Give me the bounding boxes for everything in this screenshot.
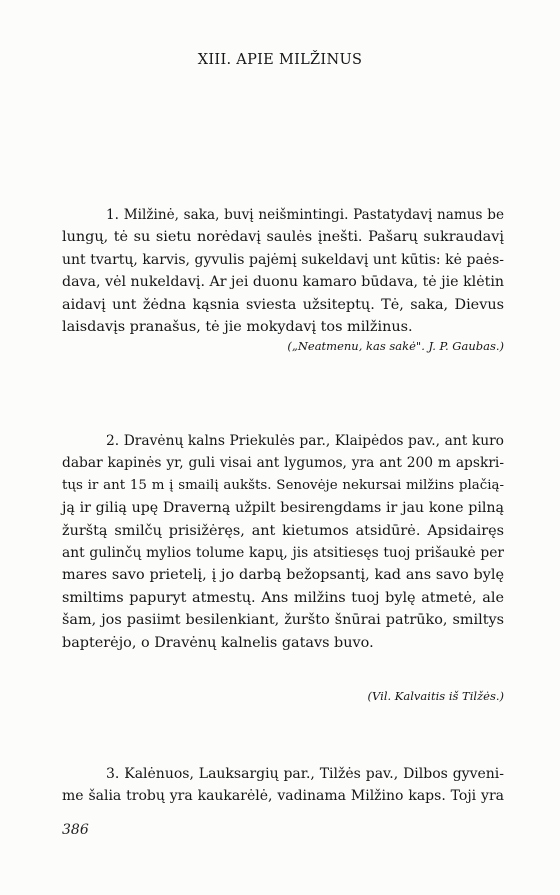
paragraph-line: dava, vėl nukeldavį. Ar jei duonu kamaro būdava, tė jie klėtin [62,274,504,291]
paragraph-line: aidavį unt žėdna kąsnia sviesta užsiteptų. Tė, saka, Dievus [62,296,504,313]
paragraph-line: me šalia trobų yra kaukarėlė, vadinama Milžino kaps. Toji yra [62,788,504,805]
paragraph-line: žurštą smilčų prisižėręs, ant kietumos atsidūrė. Apsidairęs [62,522,504,539]
paragraph-line: bapterėjo, o Dravėnų kalnelis gatavs buvo. [62,634,374,651]
source-note: (Vil. Kalvaitis iš Tilžės.) [367,689,504,703]
paragraph-2 [62,430,504,654]
paragraph-line: 1. Milžinė, saka, buvį neišmintingi. Pastatydavį namus be [106,207,504,223]
paragraph-line: smiltims papuryt atmestų. Ans milžins tuoj bylę atmetė, ale [62,589,504,606]
paragraph-line: ją ir gilią upę Draverną užpilt besirengdams ir jau kone pilną [62,500,504,517]
paragraph-line: lungų, tė su sietu norėdavį saulės įnešti. Pašarų sukraudavį [62,229,504,246]
page-number: 386 [62,822,89,838]
paragraph-line: mares savo prietelį, į jo darbą bežopsantį, kad ans savo bylę [62,567,504,584]
paragraph-line: tųs ir ant 15 m į smailį aukšts. Senovėje nekursai milžins plačią- [62,477,504,493]
source-note: („Neatmenu, kas sakė". J. P. Gaubas.) [287,339,504,353]
paragraph-1 [62,204,504,338]
chapter-title: XIII. APIE MILŽINUS [197,52,363,68]
paragraph-line: dabar kapinės yr, guli visai ant lygumos, yra ant 200 m apskri- [62,455,504,472]
paragraph-line: ant gulinčų mylios tolume kapų, jis atsitiesęs tuoj prišaukė per [62,545,504,562]
paragraph-line: 2. Dravėnų kalns Priekulės par., Klaipėdos pav., ant kuro [106,433,504,449]
paragraph-line: 3. Kalėnuos, Lauksargių par., Tilžės pav., Dilbos gyveni- [106,766,504,782]
paragraph-line: laisdavįs pranašus, tė jie mokydavį tos milžinus. [62,319,413,336]
paragraph-line: šam, jos pasiimt besilenkiant, žuršto šnūrai patrūko, smiltys [62,612,504,629]
paragraph-line: unt tvartų, karvis, gyvulis pajėmį sukeldavį unt kūtis: kė paės- [62,251,504,268]
paragraph-3 [62,763,504,808]
